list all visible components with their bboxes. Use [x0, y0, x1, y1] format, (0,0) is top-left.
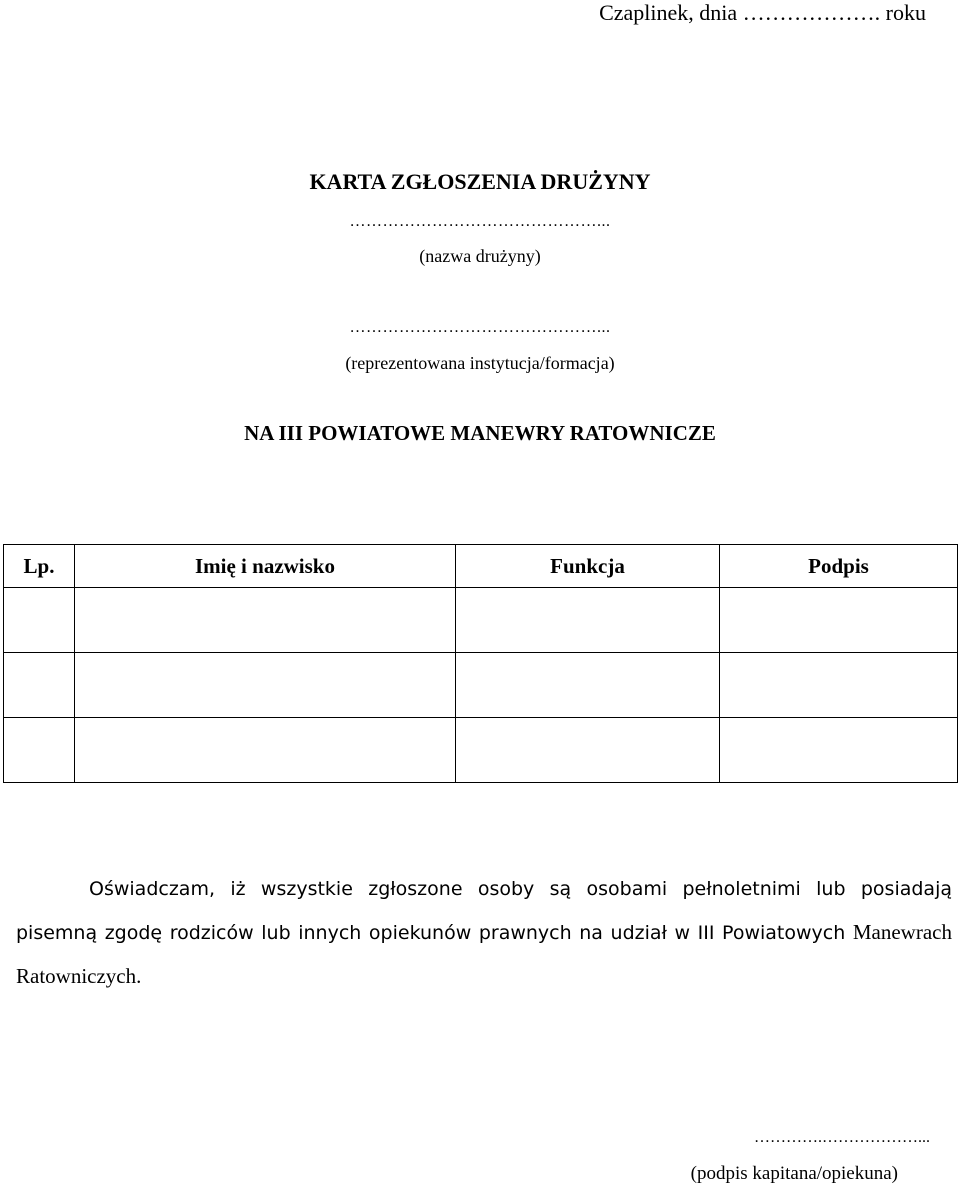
header-function: Funkcja — [456, 545, 720, 588]
cell-signature[interactable] — [720, 653, 958, 718]
cell-name[interactable] — [75, 653, 456, 718]
signature-caption: (podpis kapitana/opiekuna) — [690, 1163, 898, 1184]
table-header-row — [4, 545, 958, 588]
header-signature: Podpis — [720, 545, 958, 588]
cell-function[interactable] — [456, 718, 720, 783]
cell-name[interactable] — [75, 718, 456, 783]
statement-tail: Manewrach Ratowniczych. — [16, 920, 952, 988]
event-title: NA III POWIATOWE MANEWRY RATOWNICZE — [244, 421, 716, 445]
header-name: Imię i nazwisko — [75, 545, 456, 588]
table-row — [4, 588, 958, 653]
table-row — [4, 653, 958, 718]
cell-function[interactable] — [456, 588, 720, 653]
header-lp: Lp. — [4, 545, 75, 588]
cell-signature[interactable] — [720, 588, 958, 653]
place-date-line: Czaplinek, dnia ………………. roku — [599, 0, 926, 25]
cell-signature[interactable] — [720, 718, 958, 783]
cell-lp[interactable] — [4, 588, 75, 653]
table-row — [4, 718, 958, 783]
cell-name[interactable] — [75, 588, 456, 653]
team-roster-table — [3, 544, 958, 783]
cell-lp[interactable] — [4, 718, 75, 783]
institution-dots: ………………………………………... — [349, 319, 611, 336]
cell-function[interactable] — [456, 653, 720, 718]
team-name-dots: ………………………………………... — [349, 213, 611, 230]
form-title: KARTA ZGŁOSZENIA DRUŻYNY — [309, 169, 651, 194]
cell-lp[interactable] — [4, 653, 75, 718]
institution-caption: (reprezentowana instytucja/formacja) — [345, 353, 615, 373]
statement-body: Oświadczam, iż wszystkie zgłoszone osoby są osobami pełnoletnimi lub posiadają pisemną zgodę rodziców lub innych opiekunów prawnych na udział w III Powiatowych — [16, 878, 952, 944]
consent-statement — [16, 868, 952, 999]
team-name-caption: (nazwa drużyny) — [419, 246, 541, 266]
signature-dots: ………….………………... — [754, 1129, 930, 1146]
